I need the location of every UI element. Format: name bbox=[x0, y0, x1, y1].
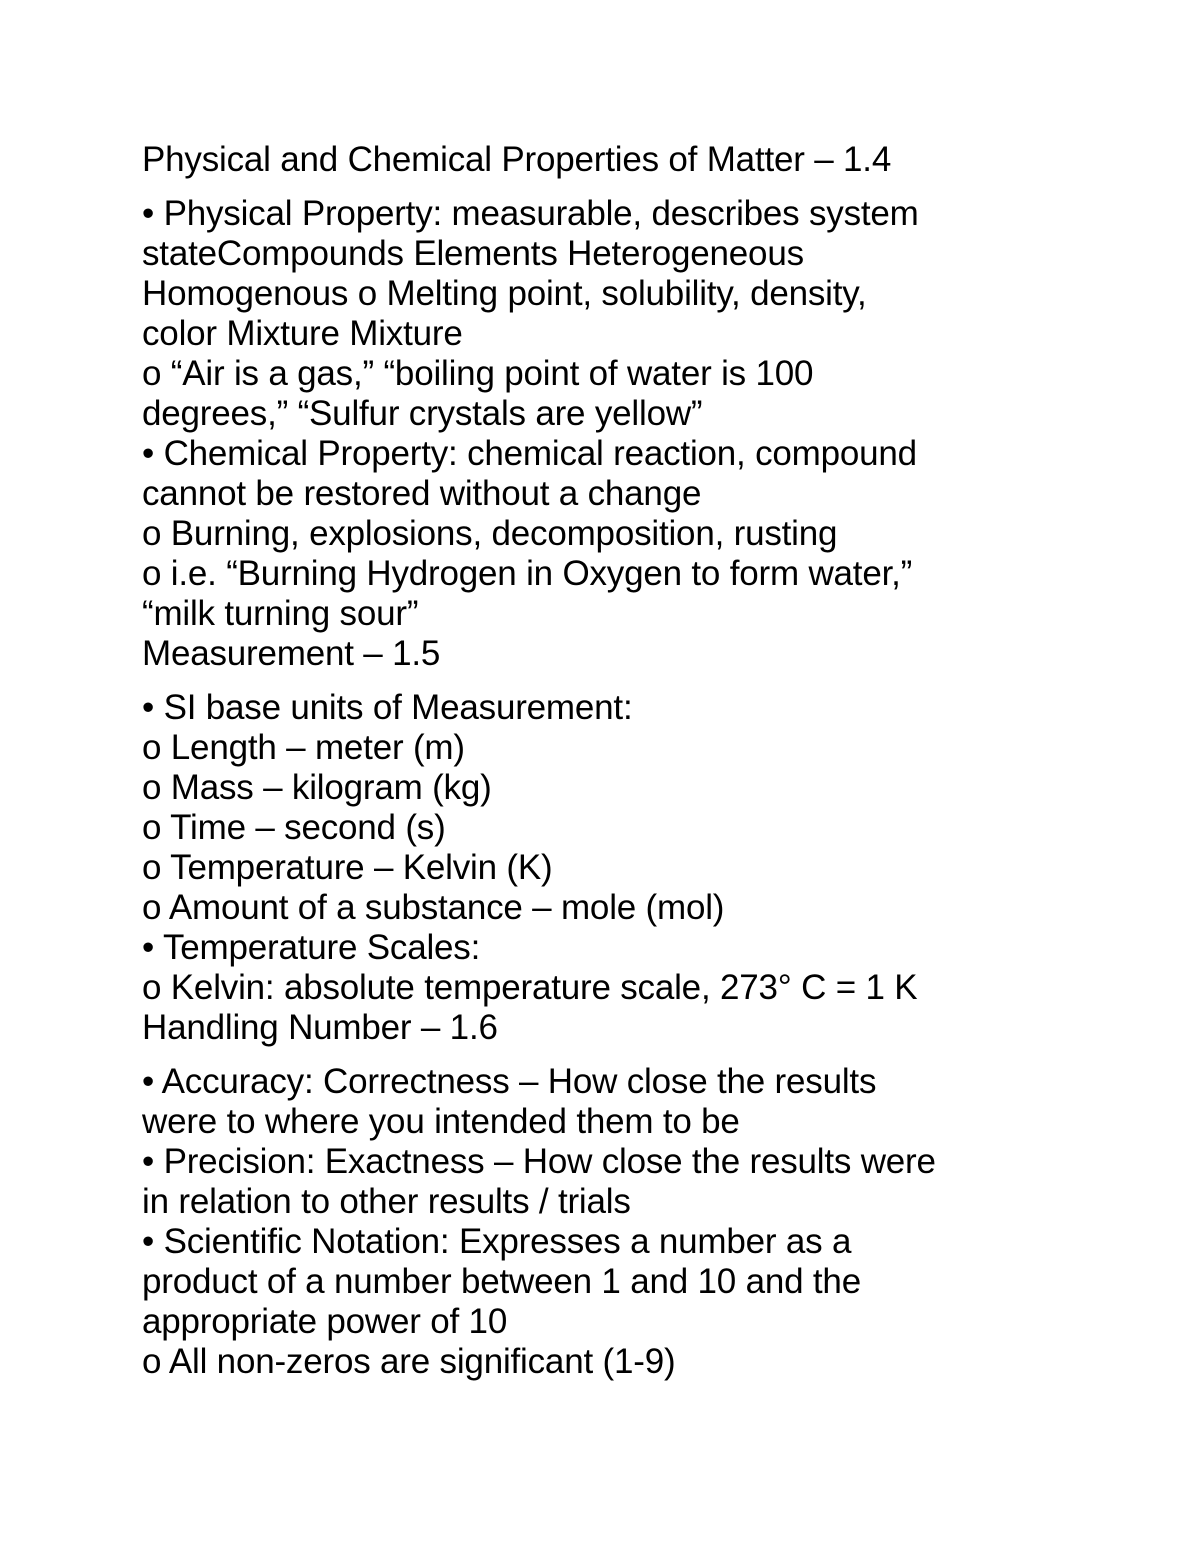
section-heading-handling-number: Handling Number – 1.6 bbox=[142, 1008, 498, 1047]
sub-bullet-amount: o Amount of a substance – mole (mol) bbox=[142, 888, 725, 927]
sub-bullet-chemical-examples: o i.e. “Burning Hydrogen in Oxygen to form water,” bbox=[142, 554, 913, 593]
text-line: appropriate power of 10 bbox=[142, 1302, 508, 1341]
sub-bullet-time: o Time – second (s) bbox=[142, 808, 446, 847]
bullet-chemical-property: • Chemical Property: chemical reaction, compound bbox=[142, 434, 917, 473]
sub-bullet-significant-figures: o All non-zeros are significant (1-9) bbox=[142, 1342, 676, 1381]
text-line: degrees,” “Sulfur crystals are yellow” bbox=[142, 394, 703, 433]
text-line: in relation to other results / trials bbox=[142, 1182, 631, 1221]
sub-bullet-length: o Length – meter (m) bbox=[142, 728, 465, 767]
section-heading-properties: Physical and Chemical Properties of Matter – 1.4 bbox=[142, 140, 892, 179]
section-heading-measurement: Measurement – 1.5 bbox=[142, 634, 441, 673]
text-line: were to where you intended them to be bbox=[142, 1102, 740, 1141]
bullet-temperature-scales: • Temperature Scales: bbox=[142, 928, 481, 967]
text-line: Homogenous o Melting point, solubility, density, bbox=[142, 274, 867, 313]
text-line: stateCompounds Elements Heterogeneous bbox=[142, 234, 804, 273]
sub-bullet-kelvin: o Kelvin: absolute temperature scale, 273° C = 1 K bbox=[142, 968, 918, 1007]
text-line: color Mixture Mixture bbox=[142, 314, 463, 353]
text-line: cannot be restored without a change bbox=[142, 474, 702, 513]
sub-bullet-chemical-processes: o Burning, explosions, decomposition, rusting bbox=[142, 514, 838, 553]
sub-bullet-mass: o Mass – kilogram (kg) bbox=[142, 768, 492, 807]
bullet-accuracy: • Accuracy: Correctness – How close the results bbox=[142, 1062, 877, 1101]
bullet-scientific-notation: • Scientific Notation: Expresses a number as a bbox=[142, 1222, 852, 1261]
text-line: “milk turning sour” bbox=[142, 594, 419, 633]
document-page bbox=[142, 140, 1072, 1382]
sub-bullet-physical-examples: o “Air is a gas,” “boiling point of water is 100 bbox=[142, 354, 814, 393]
text-line: product of a number between 1 and 10 and the bbox=[142, 1262, 861, 1301]
bullet-physical-property: • Physical Property: measurable, describes system bbox=[142, 194, 919, 233]
bullet-precision: • Precision: Exactness – How close the results were bbox=[142, 1142, 936, 1181]
sub-bullet-temperature: o Temperature – Kelvin (K) bbox=[142, 848, 553, 887]
bullet-si-units: • SI base units of Measurement: bbox=[142, 688, 633, 727]
